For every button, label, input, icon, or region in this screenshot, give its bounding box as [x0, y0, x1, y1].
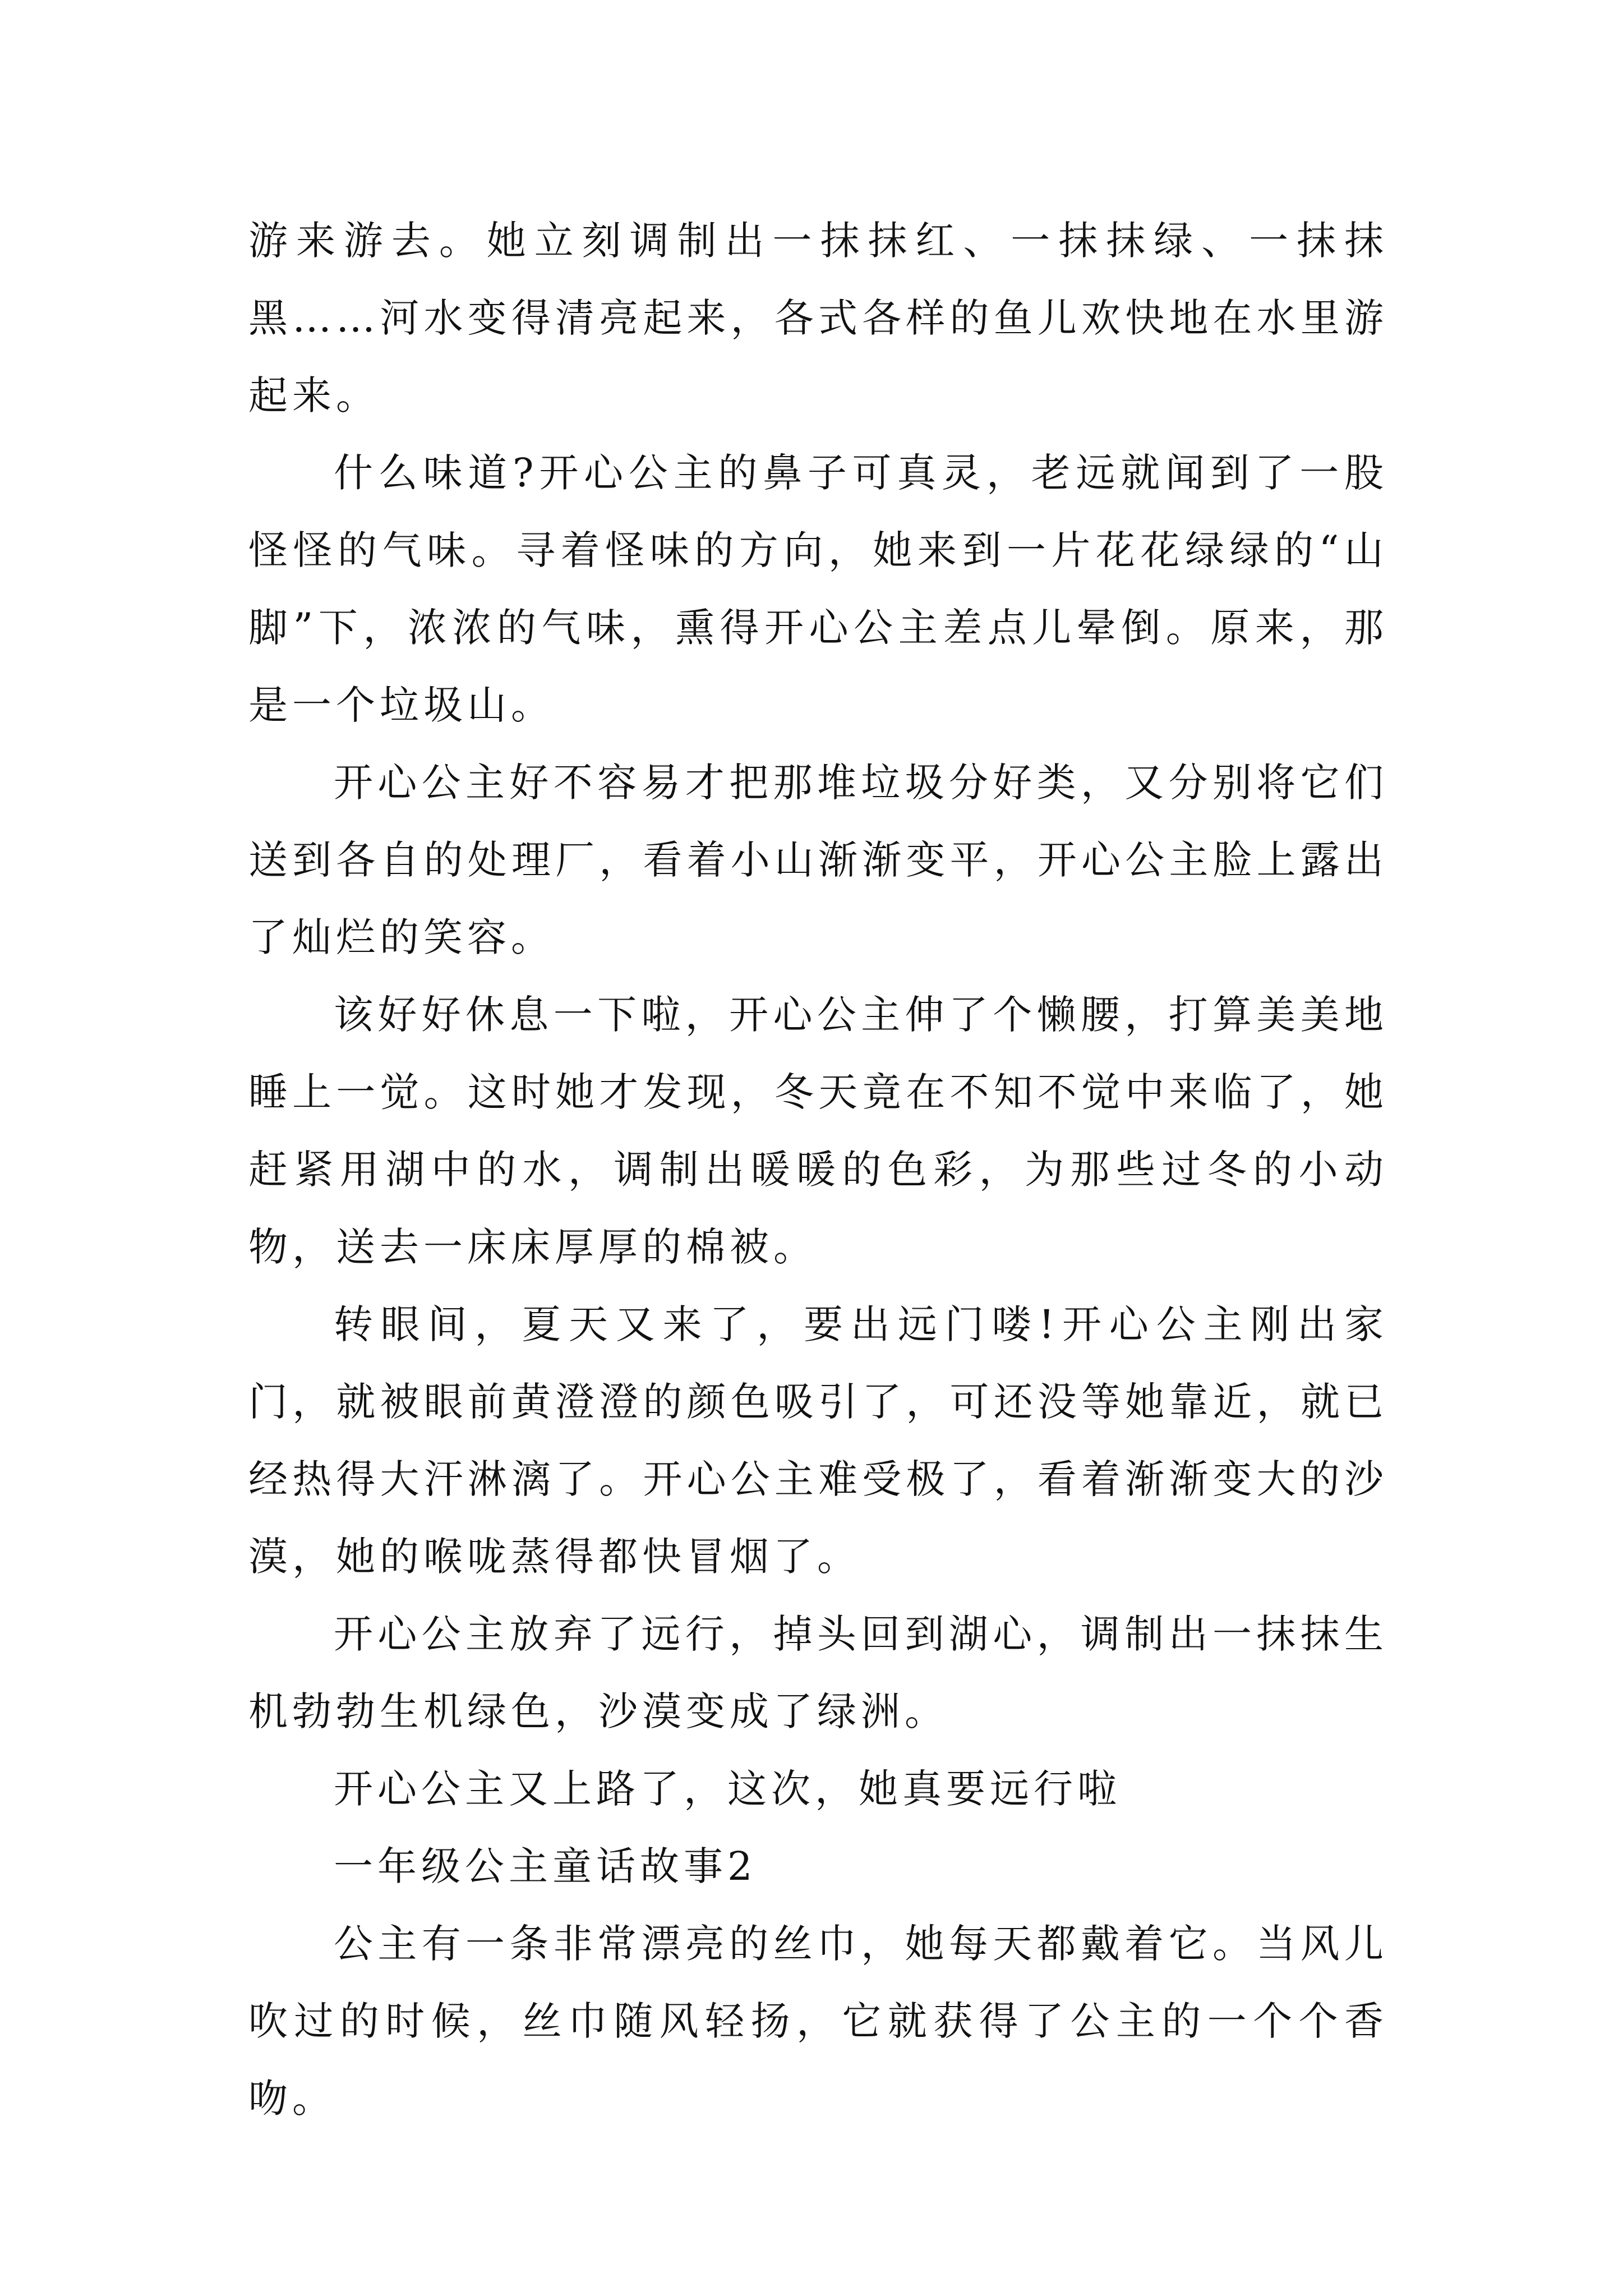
paragraph: 公主有一条非常漂亮的丝巾，她每天都戴着它。当风儿吹过的时候，丝巾随风轻扬，它就获得了公主的一个个香吻。: [248, 1921, 1388, 2122]
paragraph: 该好好休息一下啦，开心公主伸了个懒腰，打算美美地睡上一觉。这时她才发现，冬天竟在不知不觉中来临了，她赶紧用湖中的水，调制出暖暖的色彩，为那些过冬的小动物，送去一床床厚厚的棉被。: [248, 992, 1388, 1270]
document-body: [248, 202, 1388, 2137]
paragraph: 开心公主放弃了远行，掉头回到湖心，调制出一抹抹生机勃勃生机绿色，沙漠变成了绿洲。: [248, 1611, 1388, 1734]
paragraph: 开心公主好不容易才把那堆垃圾分好类，又分别将它们送到各自的处理厂，看着小山渐渐变平，开心公主脸上露出了灿烂的笑容。: [248, 760, 1388, 960]
paragraph-continued: 游来游去。她立刻调制出一抹抹红、一抹抹绿、一抹抹黑……河水变得清亮起来，各式各样的鱼儿欢快地在水里游起来。: [248, 218, 1388, 418]
paragraph: 什么味道?开心公主的鼻子可真灵，老远就闻到了一股怪怪的气味。寻着怪味的方向，她来到一片花花绿绿的“山脚”下，浓浓的气味，熏得开心公主差点儿晕倒。原来，那是一个垃圾山。: [248, 450, 1388, 728]
section-heading: 一年级公主童话故事2: [334, 1843, 757, 1889]
paragraph: 开心公主又上路了，这次，她真要远行啦: [334, 1766, 1121, 1812]
paragraph: 转眼间，夏天又来了，要出远门喽!开心公主刚出家门，就被眼前黄澄澄的颜色吸引了，可还没等她靠近，就已经热得大汗淋漓了。开心公主难受极了，看着渐渐变大的沙漠，她的喉咙蒸得都快冒烟了。: [248, 1301, 1388, 1580]
